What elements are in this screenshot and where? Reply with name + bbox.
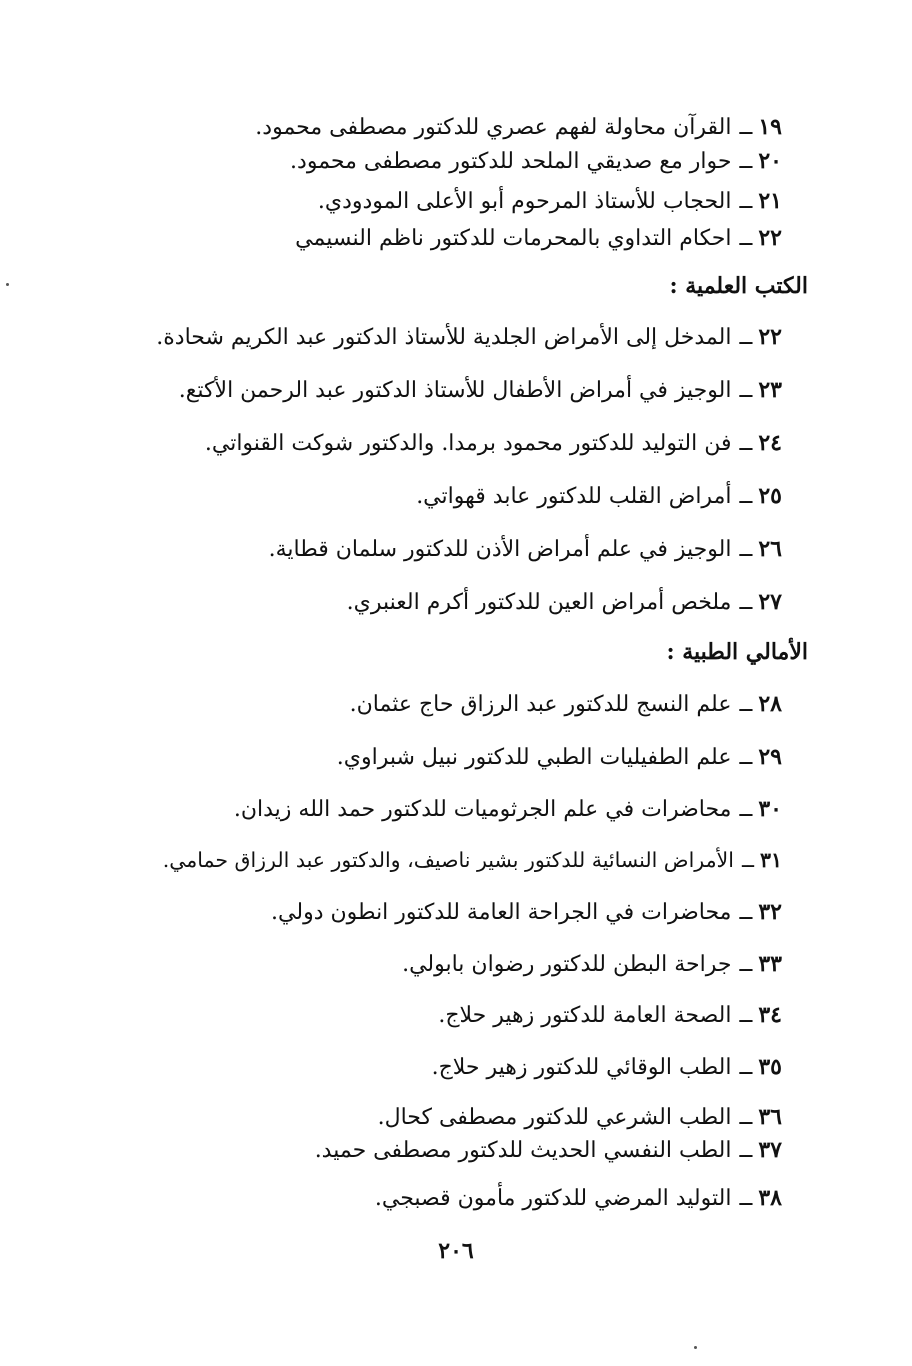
section-heading-scientific: الكتب العلمية : [669,273,808,299]
item-number: ٣٦ [758,1104,782,1130]
item-text: علم النسج للدكتور عبد الرزاق حاج عثمان. [349,692,732,717]
scan-speck [694,1346,697,1349]
list-item [378,1102,782,1133]
list-item [290,146,782,177]
item-text: علم الطفيليات الطبي للدكتور نبيل شبراوي. [336,745,732,770]
list-item [271,897,782,928]
item-dash: ــ [739,900,753,925]
item-dash: ــ [739,537,753,562]
list-item [315,1135,782,1166]
item-text: التوليد المرضي للدكتور مأمون قصبجي. [374,1186,732,1211]
item-text: الوجيز في علم أمراض الأذن للدكتور سلمان قطاية. [268,537,732,562]
list-item [179,375,782,406]
item-text: الصحة العامة للدكتور زهير حلاج. [438,1003,732,1028]
list-item [269,534,782,565]
item-number: ٣١ [759,848,782,872]
item-text: محاضرات في علم الجرثوميات للدكتور حمد الله زيدان. [233,797,732,822]
section-heading-medical: الأمالي الطبية : [666,639,808,665]
item-dash: ــ [739,189,753,214]
item-dash: ــ [739,1003,753,1028]
item-number: ٣٢ [758,899,782,925]
list-item [438,1000,782,1031]
list-item [337,742,782,773]
item-number: ٢٦ [758,536,782,562]
item-number: ٢٣ [758,377,782,403]
item-text: احكام التداوي بالمحرمات للدكتور ناظم النسيمي [295,226,732,251]
item-dash: ــ [739,952,753,977]
item-number: ٢٢ [758,225,782,251]
list-item [432,1052,782,1083]
item-dash: ــ [741,848,754,872]
item-number: ٢٠ [758,148,782,174]
list-item [205,428,782,459]
item-text: حوار مع صديقي الملحد للدكتور مصطفى محمود. [290,149,732,174]
item-dash: ــ [739,431,753,456]
item-number: ٢٥ [758,483,782,509]
item-dash: ــ [739,1055,753,1080]
item-text: جراحة البطن للدكتور رضوان بابولي. [402,952,732,977]
item-number: ٢٨ [758,691,782,717]
list-item [318,186,782,217]
list-item [295,223,782,254]
item-text: فن التوليد للدكتور محمود برمدا. والدكتور شوكت القنواتي. [204,431,732,456]
item-text: الطب النفسي الحديث للدكتور مصطفى حميد. [314,1138,732,1163]
item-number: ٣٠ [758,796,782,822]
item-dash: ــ [739,1105,753,1130]
list-item [402,949,782,980]
list-item [163,845,782,875]
item-dash: ــ [739,590,753,615]
item-dash: ــ [739,1138,753,1163]
item-number: ١٩ [758,114,782,140]
item-dash: ــ [739,692,753,717]
item-dash: ــ [739,484,753,509]
item-dash: ــ [739,149,753,174]
item-text: محاضرات في الجراحة العامة للدكتور انطون دولي. [271,900,732,925]
scan-speck [6,283,9,286]
item-number: ٣٥ [758,1054,782,1080]
item-number: ٢٧ [758,589,782,615]
list-item [416,481,782,512]
item-text: المدخل إلى الأمراض الجلدية للأستاذ الدكتور عبد الكريم شحادة. [156,325,732,350]
page-number: ٢٠٦ [438,1238,474,1264]
item-number: ٣٧ [758,1137,782,1163]
item-dash: ــ [739,325,753,350]
list-item [234,794,782,825]
item-number: ٣٤ [758,1002,782,1028]
item-dash: ــ [739,797,753,822]
item-text: الطب الشرعي للدكتور مصطفى كحال. [377,1105,732,1130]
item-number: ٣٣ [758,951,782,977]
item-number: ٢١ [758,188,782,214]
list-item [375,1183,782,1214]
list-item [255,112,782,143]
list-item [347,587,782,618]
item-text: القرآن محاولة لفهم عصري للدكتور مصطفى محمود. [255,115,732,140]
item-dash: ــ [739,378,753,403]
item-text: الوجيز في أمراض الأطفال للأستاذ الدكتور عبد الرحمن الأكتع. [178,378,732,403]
item-dash: ــ [739,226,753,251]
item-text: الطب الوقائي للدكتور زهير حلاج. [431,1055,732,1080]
item-number: ٣٨ [758,1185,782,1211]
item-dash: ــ [739,745,753,770]
item-number: ٢٢ [758,324,782,350]
item-text: أمراض القلب للدكتور عابد قهواتي. [416,484,732,509]
item-dash: ــ [739,1186,753,1211]
list-item [350,689,782,720]
item-number: ٢٩ [758,744,782,770]
item-text: الحجاب للأستاذ المرحوم أبو الأعلى المودودي. [317,189,732,214]
item-number: ٢٤ [758,430,782,456]
item-text: الأمراض النسائية للدكتور بشير ناصيف، والدكتور عبد الرزاق حمامي. [162,848,734,872]
item-dash: ــ [739,115,753,140]
item-text: ملخص أمراض العين للدكتور أكرم العنبري. [346,590,732,615]
list-item [156,322,782,353]
